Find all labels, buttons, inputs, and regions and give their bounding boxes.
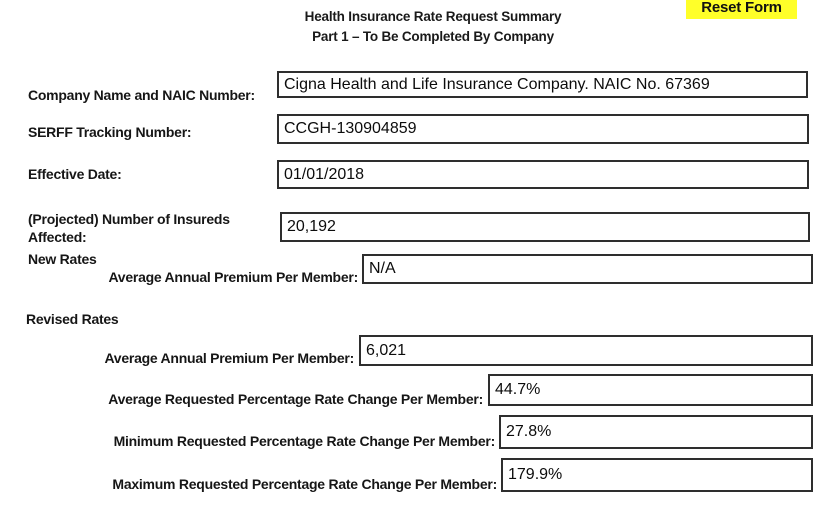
min-rate-change-input[interactable] [499,415,813,449]
serff-tracking-input[interactable] [277,114,809,144]
serff-tracking-label: SERFF Tracking Number: [28,124,192,140]
insureds-affected-input[interactable] [280,212,810,242]
effective-date-input[interactable] [277,160,809,189]
reset-form-button[interactable] [686,0,797,19]
avg-rate-change-input[interactable] [488,374,813,406]
revised-rates-heading: Revised Rates [26,311,119,327]
new-rates-avg-premium-input[interactable] [362,254,813,284]
avg-rate-change-label: Average Requested Percentage Rate Change Per Member: [108,391,483,407]
max-rate-change-label: Maximum Requested Percentage Rate Change Per Member: [112,476,497,492]
revised-avg-premium-label: Average Annual Premium Per Member: [104,350,354,366]
effective-date-label: Effective Date: [28,166,122,182]
form-title-line1: Health Insurance Rate Request Summary [304,9,562,24]
max-rate-change-input[interactable] [501,458,813,492]
reset-form-label: Reset Form [701,0,782,16]
new-rates-heading: New Rates [28,251,97,267]
form-title [133,7,733,47]
new-rates-avg-premium-label: Average Annual Premium Per Member: [108,269,358,285]
company-name-label: Company Name and NAIC Number: [28,87,255,103]
company-name-input[interactable] [277,71,808,98]
insureds-affected-label: (Projected) Number of Insureds Affected: [28,211,230,245]
min-rate-change-label: Minimum Requested Percentage Rate Change Per Member: [113,433,495,449]
form-title-line2: Part 1 – To Be Completed By Company [312,29,554,44]
revised-avg-premium-input[interactable] [359,335,813,366]
